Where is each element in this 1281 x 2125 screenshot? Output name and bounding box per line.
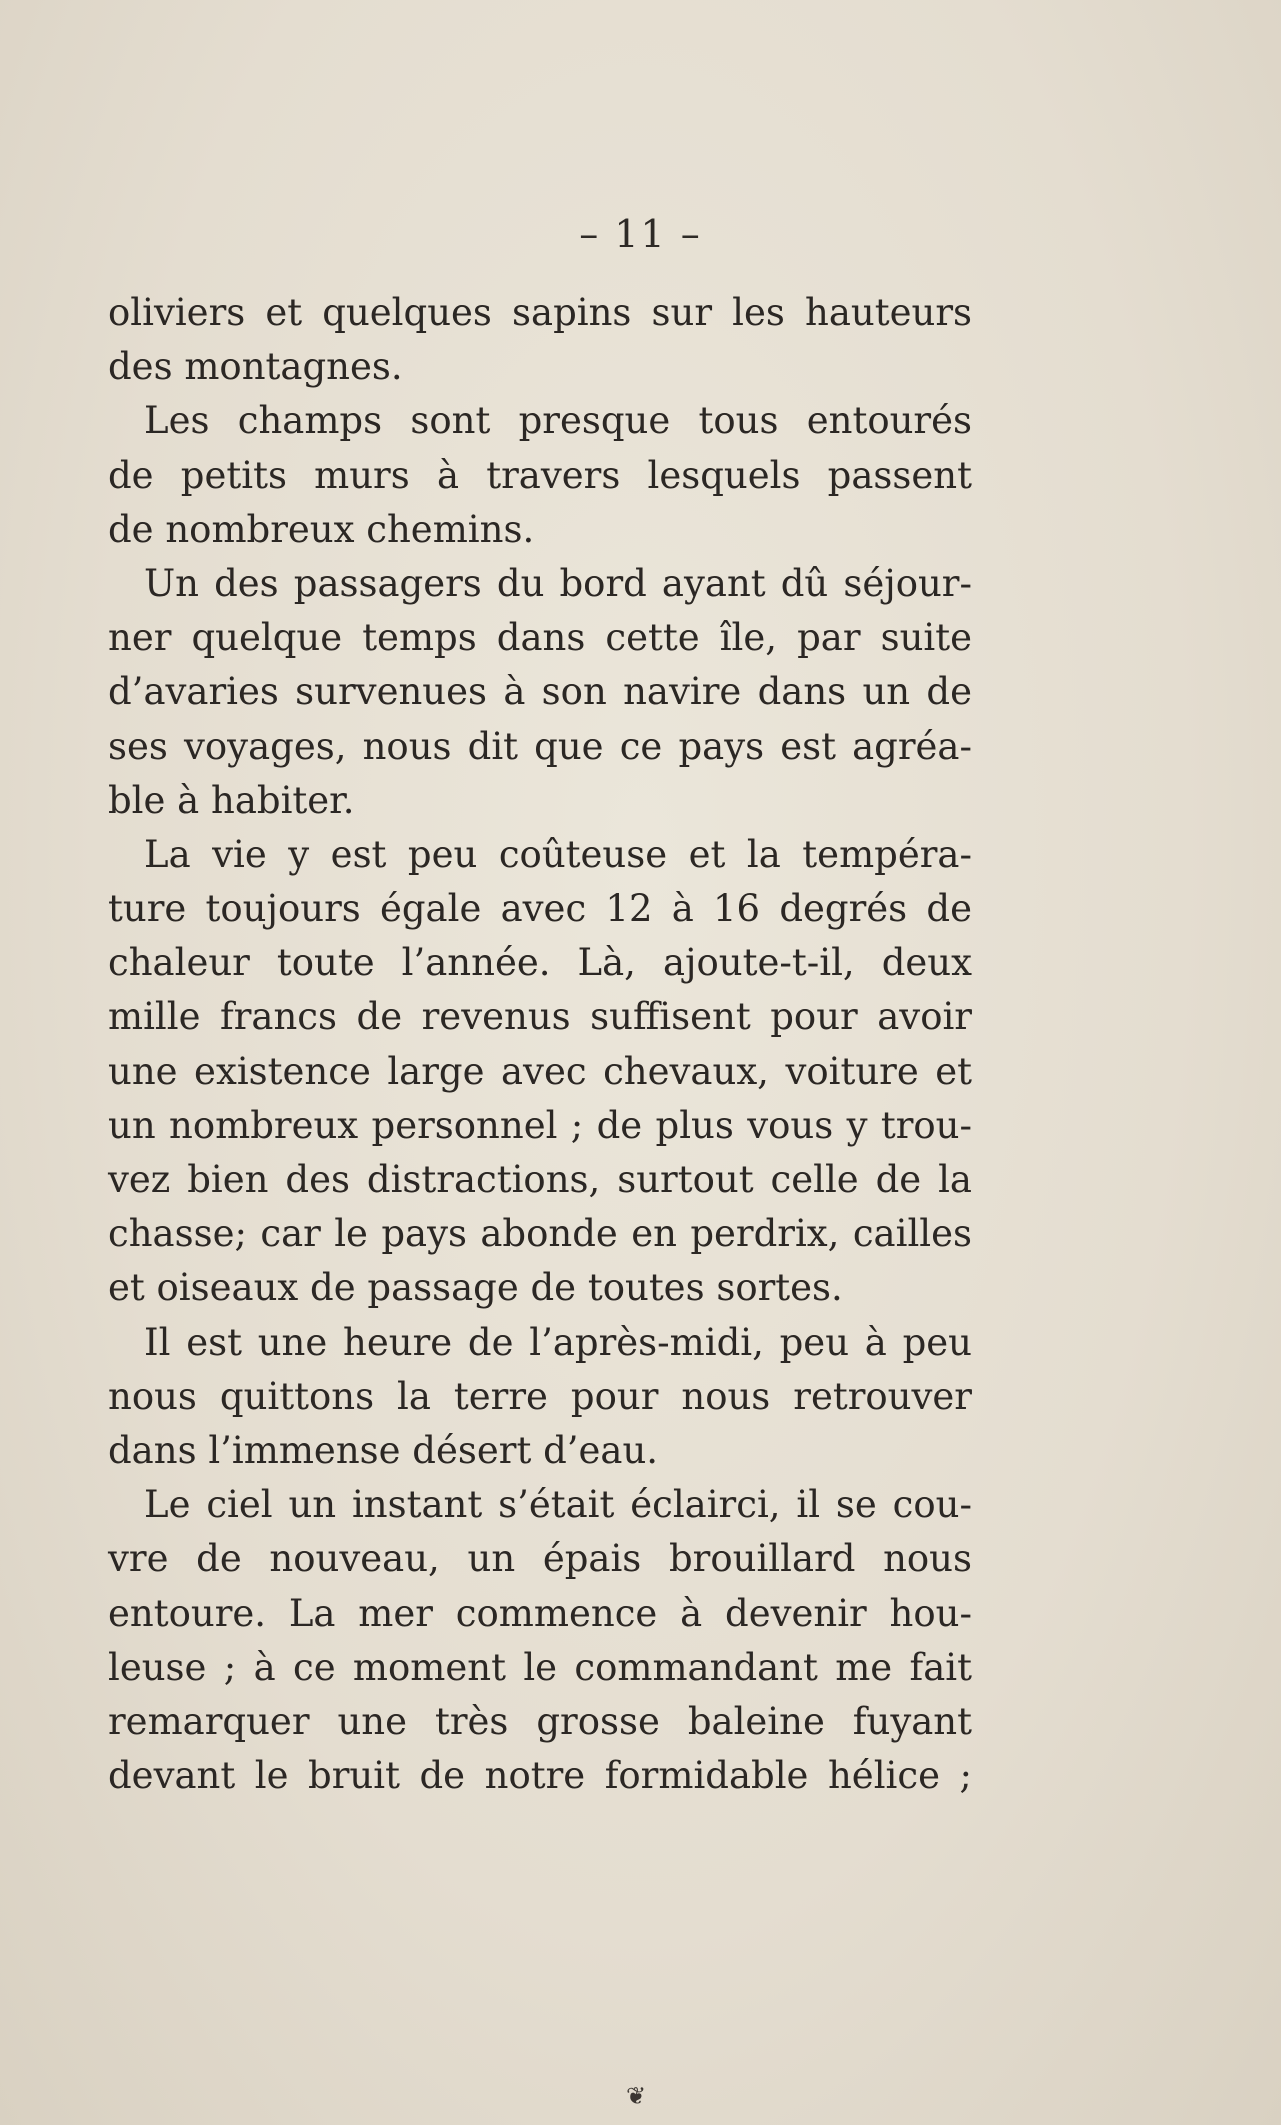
printer-mark: ❦	[626, 2082, 647, 2110]
text-line: et oiseaux de passage de toutes sortes.	[108, 1266, 843, 1310]
text-line: Il est une heure de l’après-midi, peu à peu	[144, 1320, 972, 1364]
text-line: Un des passagers du bord ayant dû séjour-	[144, 561, 972, 605]
text-line: chaleur toute l’année. Là, ajoute-t-il, deux	[108, 941, 972, 985]
text-line: dans l’immense désert d’eau.	[108, 1428, 659, 1472]
text-line: vez bien des distractions, surtout celle de la	[108, 1158, 972, 1201]
text-line: de petits murs à travers lesquels passent	[108, 453, 972, 497]
text-line: ner quelque temps dans cette île, par suite	[108, 616, 972, 660]
text-line: mille francs de revenus suffisent pour avoir	[108, 995, 972, 1039]
text-line: de nombreux chemins.	[108, 507, 535, 551]
text-line: Les champs sont presque tous entourés	[144, 399, 972, 443]
text-line: vre de nouveau, un épais brouillard nous	[108, 1537, 972, 1581]
text-line: devant le bruit de notre formidable hélice ;	[108, 1754, 972, 1798]
body-text	[108, 286, 972, 1803]
text-line: chasse; car le pays abonde en perdrix, cailles	[108, 1212, 972, 1256]
text-line: d’avaries survenues à son navire dans un de	[108, 670, 972, 714]
text-line: des montagnes.	[108, 345, 403, 389]
text-line: ses voyages, nous dit que ce pays est agréa-	[108, 724, 972, 768]
text-line: oliviers et quelques sapins sur les hauteurs	[108, 291, 972, 334]
text-line: un nombreux personnel ; de plus vous y trou-	[108, 1103, 972, 1147]
page-number: – 11 –	[579, 212, 702, 256]
text-line: ture toujours égale avec 12 à 16 degrés de	[108, 887, 972, 931]
text-line: une existence large avec chevaux, voiture et	[108, 1049, 972, 1093]
text-line: Le ciel un instant s’était éclairci, il se cou-	[144, 1483, 972, 1527]
text-line: leuse ; à ce moment le commandant me fait	[108, 1645, 972, 1689]
text-line: nous quittons la terre pour nous retrouver	[108, 1374, 972, 1418]
text-line: ble à habiter.	[108, 778, 355, 822]
text-line: entoure. La mer commence à devenir hou-	[108, 1591, 972, 1635]
text-line: La vie y est peu coûteuse et la tempéra-	[144, 832, 972, 876]
text-line: remarquer une très grosse baleine fuyant	[108, 1699, 972, 1743]
